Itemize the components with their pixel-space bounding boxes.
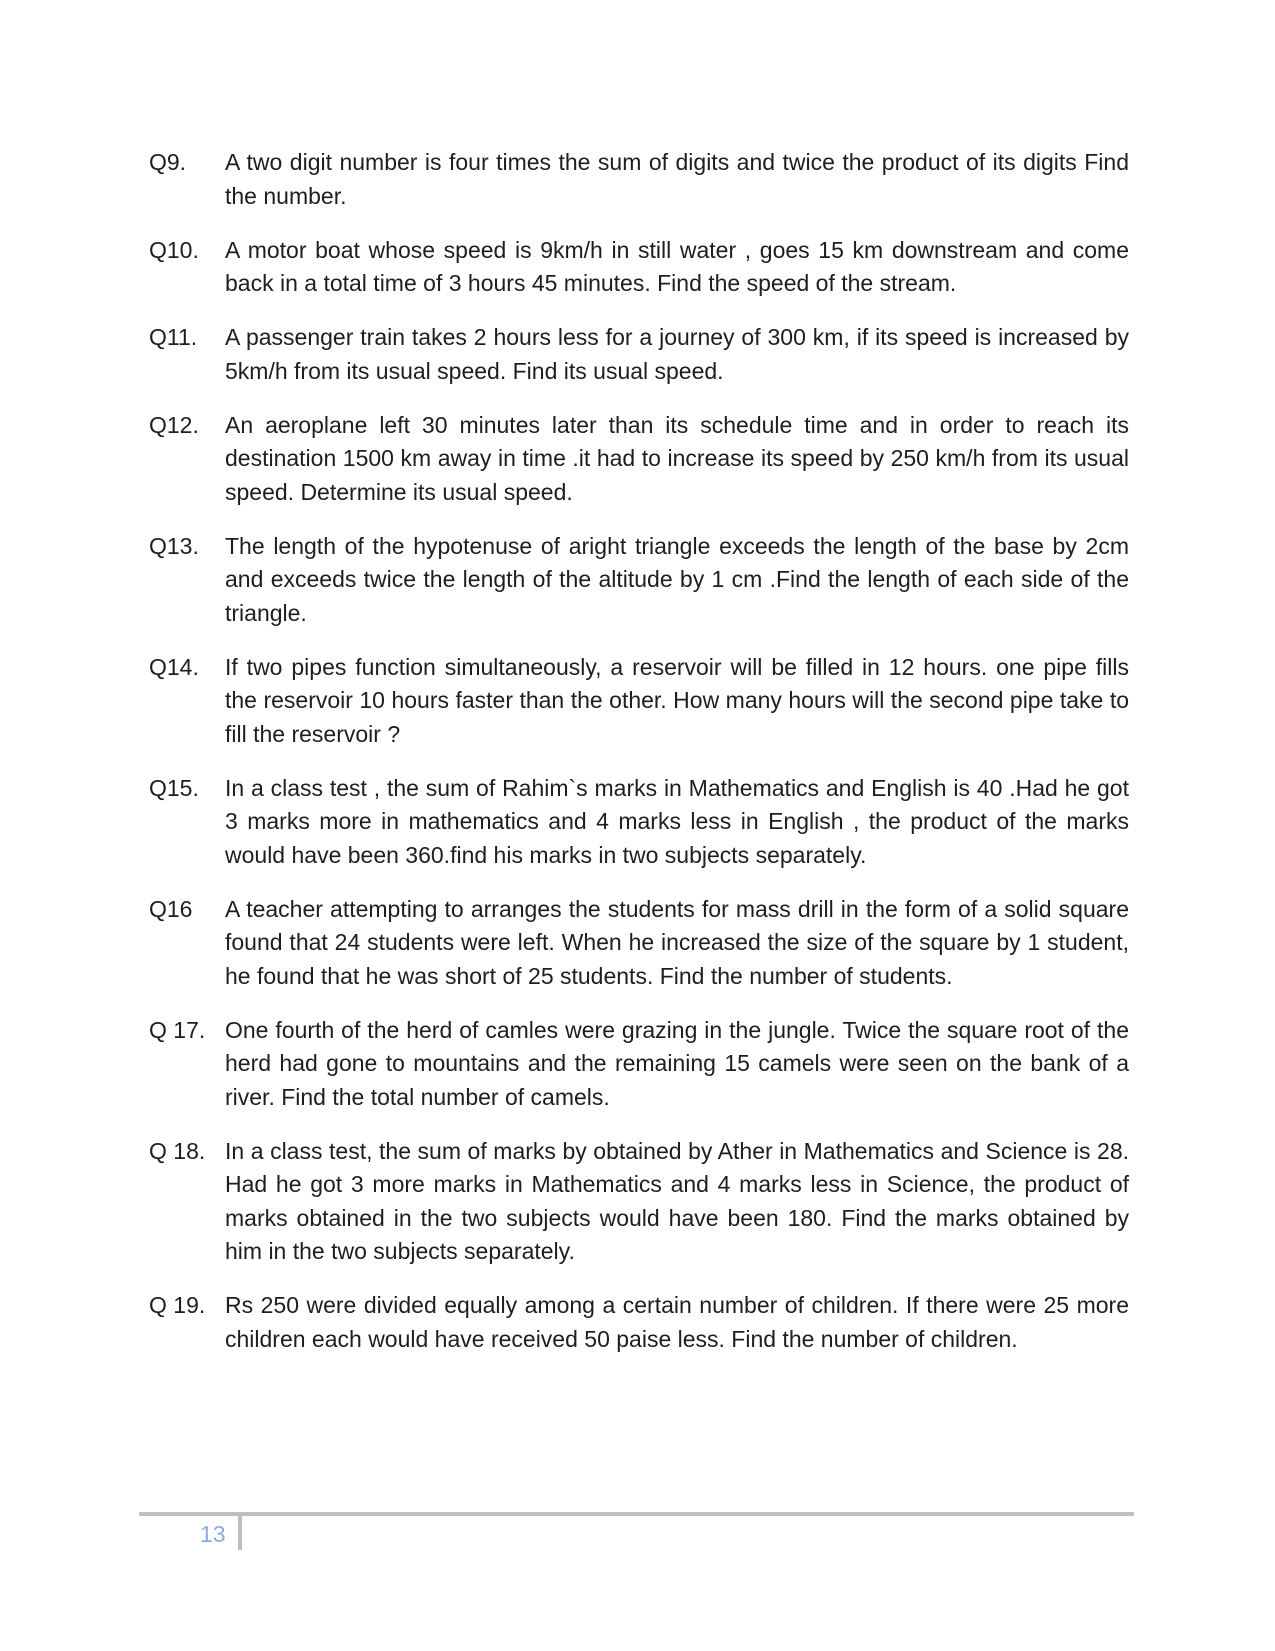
page-number-divider	[238, 1516, 242, 1550]
question-item	[149, 1014, 1129, 1115]
page-number: 13	[200, 1521, 226, 1547]
question-text: If two pipes function simultaneously, a reservoir will be filled in 12 hours. one pipe fills the reservoir 10 hours faster than the other. How many hours will the second pipe take to fill the reservoir ?	[225, 653, 1129, 747]
footer-divider	[139, 1512, 1134, 1516]
question-text: In a class test , the sum of Rahim`s marks in Mathematics and English is 40 .Had he got 3 marks more in mathematics and 4 marks less in English , the product of the marks would have been 360.find his marks in two subjects separately.	[225, 774, 1129, 868]
question-number: Q11.	[149, 324, 198, 350]
question-text: Rs 250 were divided equally among a certain number of children. If there were 25 more children each would have received 50 paise less. Find the number of children.	[225, 1292, 1129, 1352]
question-item	[149, 1135, 1129, 1269]
question-number: Q10.	[149, 236, 199, 263]
question-number: Q13.	[149, 532, 199, 559]
question-item	[149, 1289, 1129, 1356]
question-item	[149, 772, 1129, 873]
question-number: Q 19.	[149, 1292, 206, 1318]
question-text: A two digit number is four times the sum of digits and twice the product of its digits Find the number.	[225, 149, 1129, 209]
question-number: Q 17.	[149, 1016, 206, 1043]
question-text: One fourth of the herd of camles were grazing in the jungle. Twice the square root of the herd had gone to mountains and the remaining 15 camels were seen on the bank of a river. Find the total number of camels.	[225, 1016, 1129, 1110]
question-text: A motor boat whose speed is 9km/h in still water , goes 15 km downstream and come back in a total time of 3 hours 45 minutes. Find the speed of the stream.	[225, 236, 1129, 296]
question-item	[149, 893, 1129, 994]
question-number: Q12.	[149, 411, 199, 438]
question-item	[149, 321, 1129, 388]
question-text: A teacher attempting to arranges the students for mass drill in the form of a solid square found that 24 students were left. When he increased the size of the square by 1 student, he found that he was short of 25 students. Find the number of students.	[225, 895, 1129, 989]
question-text: The length of the hypotenuse of aright triangle exceeds the length of the base by 2cm and exceeds twice the length of the altitude by 1 cm .Find the length of each side of the triangle.	[225, 532, 1129, 626]
question-number: Q14.	[149, 653, 199, 680]
question-item	[149, 651, 1129, 752]
question-number: Q 18.	[149, 1137, 206, 1164]
question-number: Q9.	[149, 149, 187, 175]
question-list	[149, 146, 1129, 1377]
question-item	[149, 530, 1129, 631]
question-number: Q15.	[149, 774, 199, 801]
question-text: In a class test, the sum of marks by obtained by Ather in Mathematics and Science is 28. Had he got 3 more marks in Mathematics and 4 marks less in Science, the product of marks obtained in the two subjects would have been 180. Find the marks obtained by him in the two subjects separately.	[225, 1137, 1129, 1264]
question-text: A passenger train takes 2 hours less for a journey of 300 km, if its speed is increased by 5km/h from its usual speed. Find its usual speed.	[225, 324, 1129, 384]
question-text: An aeroplane left 30 minutes later than its schedule time and in order to reach its destination 1500 km away in time .it had to increase its speed by 250 km/h from its usual speed. Determine its usual speed.	[225, 411, 1129, 505]
question-item	[149, 234, 1129, 301]
question-item	[149, 146, 1129, 213]
question-item	[149, 409, 1129, 510]
question-number: Q16	[149, 895, 193, 922]
